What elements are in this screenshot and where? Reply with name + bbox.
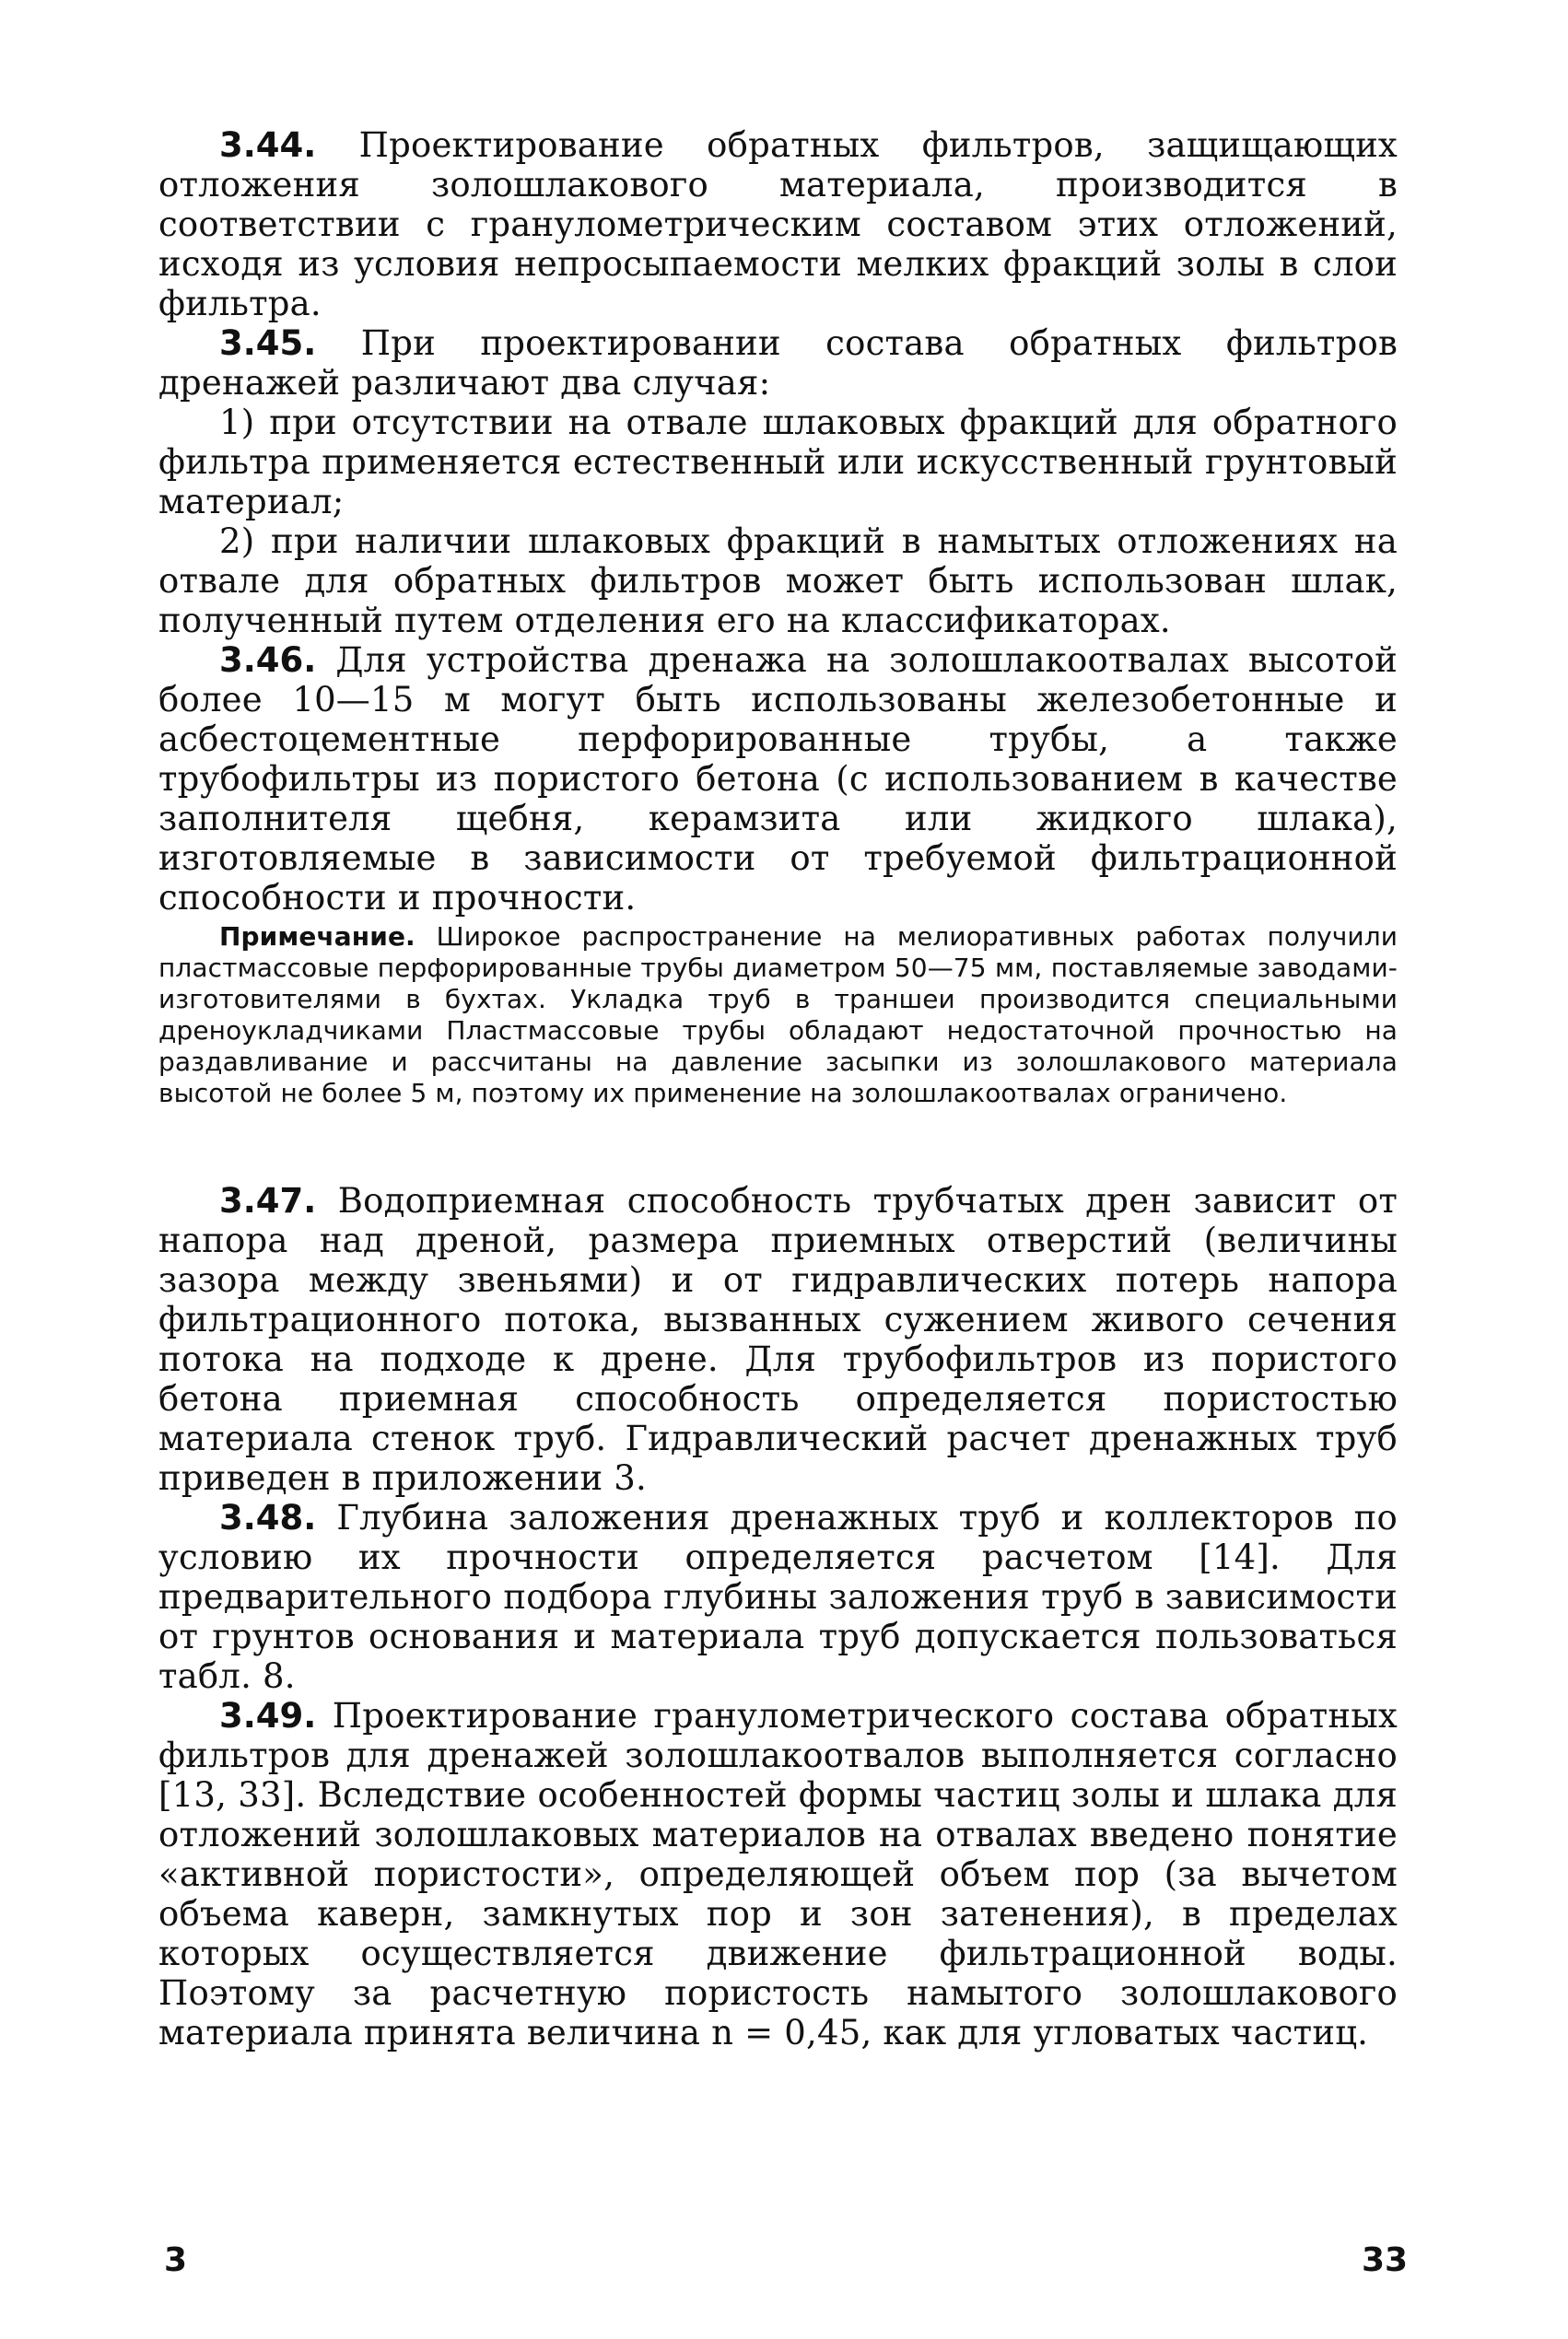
note-paragraph [158,921,1398,1109]
paragraph-text: Проектирование гранулометрического состава обратных фильтров для дренажей золошлакоотвалов выполняется согласно [13, 33]. Вследствие особенностей формы частиц золы и шлака для отложений золошлаковых материалов на отвалах введено понятие «активной пористости», определяющей объем пор (за вычетом объема каверн, замкнутых пор и зон затенения), в пределах которых осуществляется движение фильтрационной воды. Поэтому за расчетную пористость намытого золошлакового материала принята величина n = 0,45, как для угловатых частиц. [158,1696,1398,2052]
section-top [158,125,1398,918]
paragraph-3-47 [158,1181,1398,1498]
paragraph-number: 3.49. [219,1696,317,1736]
paragraph-3-44 [158,125,1398,323]
signature-mark: 3 [164,2241,188,2279]
paragraph-number: 3.44. [219,125,317,165]
note-text: Широкое распространение на мелиоративных работах получили пластмассовые перфорированные трубы диаметром 50—75 мм, поставляемые заводами-изготовителями в бухтах. Укладка труб в траншеи производится специальными дреноукладчиками Пластмассовые трубы обладают недостаточной прочностью на раздавливание и рассчитаны на давление засыпки из золошлакового материала высотой не более 5 м, поэтому их применение на золошлакоотвалах ограничено. [158,921,1398,1108]
paragraph-text: Проектирование обратных фильтров, защищающих отложения золошлакового материала, производится в соответствии с гранулометрическим составом этих отложений, исходя из условия непросыпаемости мелких фракций золы в слои фильтра. [158,125,1398,323]
paragraph-case-1: 1) при отсутствии на отвале шлаковых фракций для обратного фильтра применяется естественный или искусственный грунтовый материал; [158,403,1398,521]
paragraph-3-48 [158,1498,1398,1696]
page-number: 33 [1362,2241,1409,2279]
section-bottom [158,1181,1398,2052]
note-label: Примечание. [219,921,415,952]
paragraph-3-49 [158,1696,1398,2052]
paragraph-3-46 [158,640,1398,918]
paragraph-number: 3.48. [219,1498,317,1538]
paragraph-number: 3.46. [219,640,317,680]
paragraph-number: 3.47. [219,1181,317,1221]
note-block [158,921,1398,1109]
paragraph-number: 3.45. [219,323,317,363]
paragraph-3-45 [158,323,1398,403]
paragraph-text: Водоприемная способность трубчатых дрен зависит от напора над дреной, размера приемных отверстий (величины зазора между звеньями) и от гидравлических потерь напора фильтрационного потока, вызванных сужением живого сечения потока на подходе к дрене. Для трубофильтров из пористого бетона приемная способность определяется пористостью материала стенок труб. Гидравлический расчет дренажных труб приведен в приложении 3. [158,1181,1398,1498]
paragraph-text: При проектировании состава обратных фильтров дренажей различают два случая: [158,323,1398,403]
paragraph-case-2: 2) при наличии шлаковых фракций в намытых отложениях на отвале для обратных фильтров может быть использован шлак, полученный путем отделения его на классификаторах. [158,521,1398,640]
paragraph-text: Глубина заложения дренажных труб и коллекторов по условию их прочности определяется расчетом [14]. Для предварительного подбора глубины заложения труб в зависимости от грунтов основания и материала труб допускается пользоваться табл. 8. [158,1498,1398,1696]
paragraph-text: Для устройства дренажа на золошлакоотвалах высотой более 10—15 м могут быть использованы железобетонные и асбестоцементные перфорированные трубы, а также трубофильтры из пористого бетона (с использованием в качестве заполнителя щебня, керамзита или жидкого шлака), изготовляемые в зависимости от требуемой фильтрационной способности и прочности. [158,640,1398,918]
